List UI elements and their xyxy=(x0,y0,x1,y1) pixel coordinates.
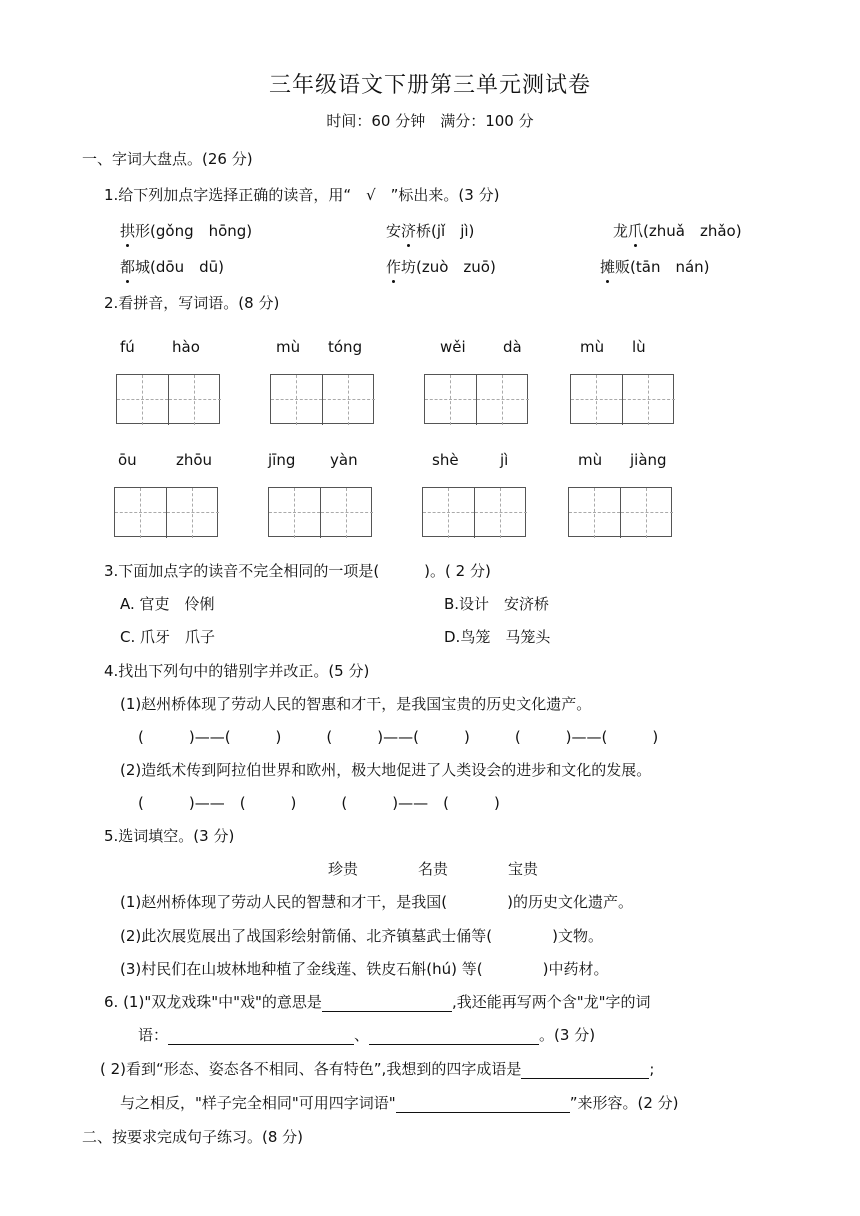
q6-part-1-line-1: 6. (1)"双龙戏珠"中"戏"的意思是 ,我还能再写两个含"龙"字的词 xyxy=(104,993,651,1011)
q5-sentence-3[interactable]: (3)村民们在山坡林地种植了金线莲、铁皮石斛(hú) 等( )中药材。 xyxy=(120,960,609,978)
answer-blank[interactable] xyxy=(168,1028,354,1045)
pinyin: mù xyxy=(578,451,603,469)
pinyin: jì xyxy=(500,451,509,469)
dotted-char: 拱 xyxy=(120,222,136,240)
q5-prompt: 5.选词填空。(3 分) xyxy=(104,827,235,845)
pinyin: jiàng xyxy=(630,451,667,469)
writing-box[interactable] xyxy=(270,374,374,424)
writing-box[interactable] xyxy=(268,487,372,537)
writing-box[interactable] xyxy=(424,374,528,424)
dotted-char: 爪 xyxy=(628,222,644,240)
q3-option-b[interactable]: B.设计 安济桥 xyxy=(444,595,550,613)
q6-part-1-line-2: 语： 、 。(3 分) xyxy=(138,1026,596,1044)
q1-item[interactable]: 拱形(gǒng hōng) xyxy=(120,222,253,240)
q1-item[interactable]: 龙爪(zhuǎ zhǎo) xyxy=(613,222,742,240)
pinyin: yàn xyxy=(330,451,358,469)
pinyin: jīng xyxy=(268,451,296,469)
q4-sentence-2: (2)造纸术传到阿拉伯世界和欧州，极大地促进了人类设会的进步和文化的发展。 xyxy=(120,761,652,779)
q3-prompt: 3.下面加点字的读音不完全相同的一项是( )。( 2 分) xyxy=(104,562,491,580)
q2-prompt: 2.看拼音，写词语。(8 分) xyxy=(104,294,280,312)
answer-blank[interactable] xyxy=(322,995,452,1012)
dotted-char: 摊 xyxy=(600,258,616,276)
q4-answer-blanks-1[interactable]: ( )——( ) ( )——( ) ( )——( ) xyxy=(138,728,659,746)
answer-blank[interactable] xyxy=(369,1028,539,1045)
pinyin: lù xyxy=(632,338,646,356)
q1-item[interactable]: 安济桥(jǐ jì) xyxy=(386,222,475,240)
writing-box[interactable] xyxy=(422,487,526,537)
writing-box[interactable] xyxy=(570,374,674,424)
q5-sentence-2[interactable]: (2)此次展览展出了战国彩绘射箭俑、北齐镇墓武士俑等( )文物。 xyxy=(120,927,603,945)
q4-prompt: 4.找出下列句中的错别字并改正。(5 分) xyxy=(104,662,370,680)
dotted-char: 济 xyxy=(401,222,417,240)
pinyin: mù xyxy=(276,338,301,356)
q3-option-a[interactable]: A. 官吏 伶俐 xyxy=(120,595,215,613)
q4-sentence-1: (1)赵州桥体现了劳动人民的智惠和才干，是我国宝贵的历史文化遗产。 xyxy=(120,695,592,713)
dotted-char: 作 xyxy=(386,258,402,276)
exam-info: 时间：60 分钟 满分：100 分 xyxy=(326,112,534,130)
q5-sentence-1[interactable]: (1)赵州桥体现了劳动人民的智慧和才干，是我国( )的历史文化遗产。 xyxy=(120,893,633,911)
page-title: 三年级语文下册第三单元测试卷 xyxy=(268,73,591,98)
answer-blank[interactable] xyxy=(396,1096,570,1113)
q1-item[interactable]: 作坊(zuò zuō) xyxy=(386,258,496,276)
answer-blank[interactable] xyxy=(521,1062,649,1079)
pinyin: wěi xyxy=(440,338,466,356)
pinyin: dà xyxy=(503,338,522,356)
q4-answer-blanks-2[interactable]: ( )—— ( ) ( )—— ( ) xyxy=(138,794,500,812)
dotted-char: 都 xyxy=(120,258,136,276)
writing-box[interactable] xyxy=(114,487,218,537)
pinyin: mù xyxy=(580,338,605,356)
pinyin: fú xyxy=(120,338,135,356)
q3-option-c[interactable]: C. 爪牙 爪子 xyxy=(120,628,216,646)
q1-prompt: 1.给下列加点字选择正确的读音，用“ √ ”标出来。(3 分) xyxy=(104,186,500,204)
q1-item[interactable]: 摊贩(tān nán) xyxy=(600,258,710,276)
q3-option-d[interactable]: D.鸟笼 马笼头 xyxy=(444,628,551,646)
pinyin: shè xyxy=(432,451,459,469)
section-1-heading: 一、字词大盘点。(26 分) xyxy=(82,150,253,168)
q6-part-2-line-2: 与之相反，"样子完全相同"可用四字词语" ”来形容。(2 分) xyxy=(120,1094,679,1112)
pinyin: zhōu xyxy=(176,451,213,469)
q1-item[interactable]: 都城(dōu dū) xyxy=(120,258,224,276)
section-2-heading: 二、按要求完成句子练习。(8 分) xyxy=(82,1128,304,1146)
q5-word-bank: 珍贵 名贵 宝贵 xyxy=(328,860,539,878)
pinyin: tóng xyxy=(328,338,363,356)
writing-box[interactable] xyxy=(116,374,220,424)
pinyin: hào xyxy=(172,338,200,356)
q6-part-2-line-1: ( 2)看到“形态、姿态各不相同、各有特色”,我想到的四字成语是 ; xyxy=(100,1060,655,1078)
pinyin: ōu xyxy=(118,451,137,469)
writing-box[interactable] xyxy=(568,487,672,537)
